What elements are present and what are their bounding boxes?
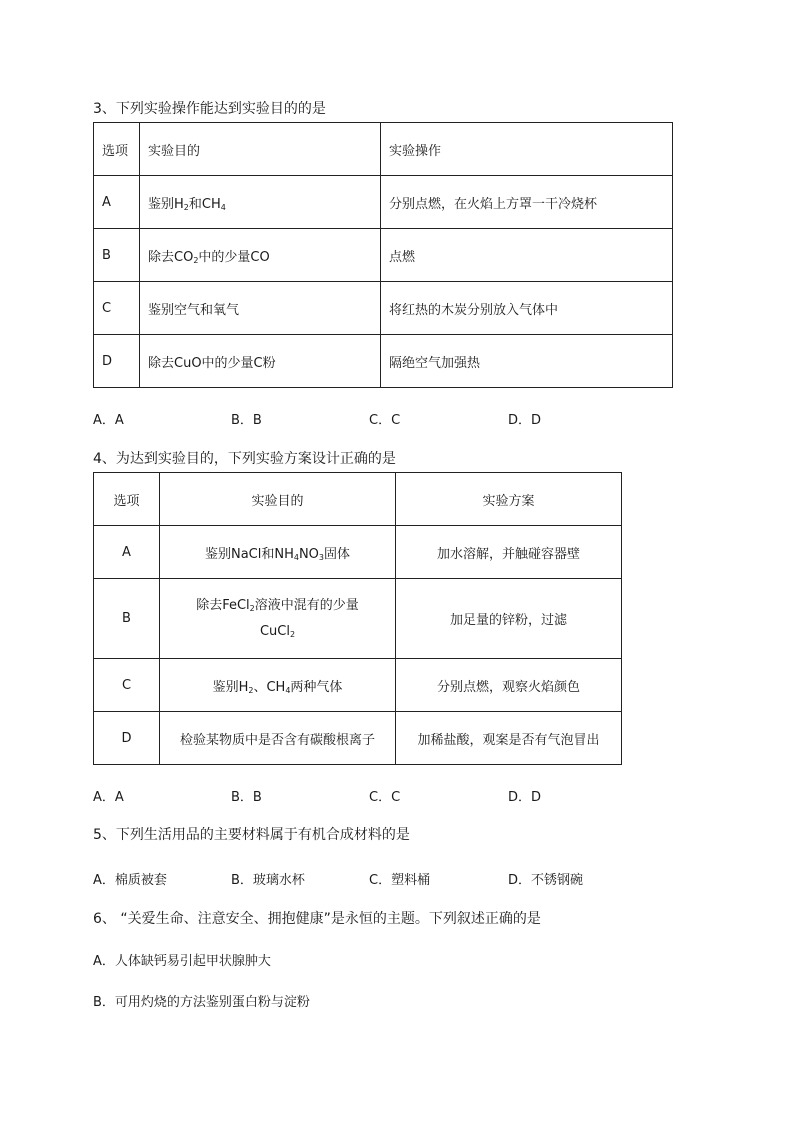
row-option: A <box>94 176 140 229</box>
q3-answer-options <box>93 409 633 427</box>
answer-option-c[interactable]: C．C <box>369 790 401 805</box>
row-operation: 分别点燃，在火焰上方罩一干冷烧杯 <box>381 176 673 229</box>
answer-option-a[interactable]: A．棉质被套 <box>93 873 167 888</box>
row-goal: 鉴别NaCl和$NH_4NO_3$固体 <box>160 526 396 579</box>
row-operation: 隔绝空气加强热 <box>381 335 673 388</box>
row-option: C <box>94 282 140 335</box>
answer-option-d[interactable]: D．D <box>508 790 542 805</box>
row-option: A <box>94 526 160 579</box>
row-option: D <box>94 335 140 388</box>
answer-option-d[interactable]: D．D <box>508 413 542 428</box>
row-option: B <box>94 229 140 282</box>
row-operation: 将红热的木炭分别放入气体中 <box>381 282 673 335</box>
q5-answer-options <box>93 869 633 887</box>
answer-option-b[interactable]: B．B <box>231 413 262 428</box>
table-row <box>94 712 622 765</box>
row-goal: 鉴别空气和氧气 <box>140 282 381 335</box>
answer-option-c[interactable]: C．塑料桶 <box>369 873 431 888</box>
row-plan: 加稀盐酸，观案是否有气泡冒出 <box>396 712 622 765</box>
q6-option-b[interactable]: B．可用灼烧的方法鉴别蛋白粉与淀粉 <box>93 995 310 1010</box>
table-row <box>94 229 673 282</box>
table-header-row <box>94 473 622 526</box>
table-row <box>94 579 622 659</box>
header-operation: 实验操作 <box>381 123 673 176</box>
row-goal: 除去$CO_2$中的少量CO <box>140 229 381 282</box>
row-goal: 除去CuO中的少量C粉 <box>140 335 381 388</box>
table-row <box>94 282 673 335</box>
header-option: 选项 <box>94 123 140 176</box>
header-goal: 实验目的 <box>140 123 381 176</box>
row-option: D <box>94 712 160 765</box>
table-header-row <box>94 123 673 176</box>
row-option: C <box>94 659 160 712</box>
answer-option-d[interactable]: D．不锈钢碗 <box>508 873 584 888</box>
row-goal: 检验某物质中是否含有碳酸根离子 <box>160 712 396 765</box>
q4-answer-options <box>93 786 633 804</box>
q3-stem: 3、下列实验操作能达到实验目的的是 <box>93 101 326 117</box>
table-row <box>94 659 622 712</box>
row-goal: 鉴别$H_2$、$CH_4$两种气体 <box>160 659 396 712</box>
row-goal: 除去FeCl$_2$溶液中混有的少量 CuCl$_2$ <box>160 579 396 659</box>
q6-stem: 6、 “关爱生命、注意安全、拥抱健康”是永恒的主题。下列叙述正确的是 <box>93 911 541 927</box>
answer-option-b[interactable]: B．玻璃水杯 <box>231 873 305 888</box>
row-option: B <box>94 579 160 659</box>
header-plan: 实验方案 <box>396 473 622 526</box>
row-operation: 点燃 <box>381 229 673 282</box>
table-row <box>94 335 673 388</box>
q4-table <box>93 472 622 765</box>
header-goal: 实验目的 <box>160 473 396 526</box>
q5-stem: 5、下列生活用品的主要材料属于有机合成材料的是 <box>93 827 410 843</box>
answer-option-c[interactable]: C．C <box>369 413 401 428</box>
answer-option-a[interactable]: A．A <box>93 413 124 428</box>
row-goal: 鉴别$H_2$和$CH_4$ <box>140 176 381 229</box>
q6-option-a[interactable]: A．人体缺钙易引起甲状腺肿大 <box>93 954 271 969</box>
header-option: 选项 <box>94 473 160 526</box>
answer-option-b[interactable]: B．B <box>231 790 262 805</box>
q4-stem: 4、为达到实验目的，下列实验方案设计正确的是 <box>93 451 396 467</box>
table-row <box>94 176 673 229</box>
row-plan: 分别点燃，观察火焰颜色 <box>396 659 622 712</box>
q3-table <box>93 122 673 388</box>
table-row <box>94 526 622 579</box>
row-plan: 加水溶解，并触碰容器壁 <box>396 526 622 579</box>
answer-option-a[interactable]: A．A <box>93 790 124 805</box>
row-plan: 加足量的锌粉，过滤 <box>396 579 622 659</box>
